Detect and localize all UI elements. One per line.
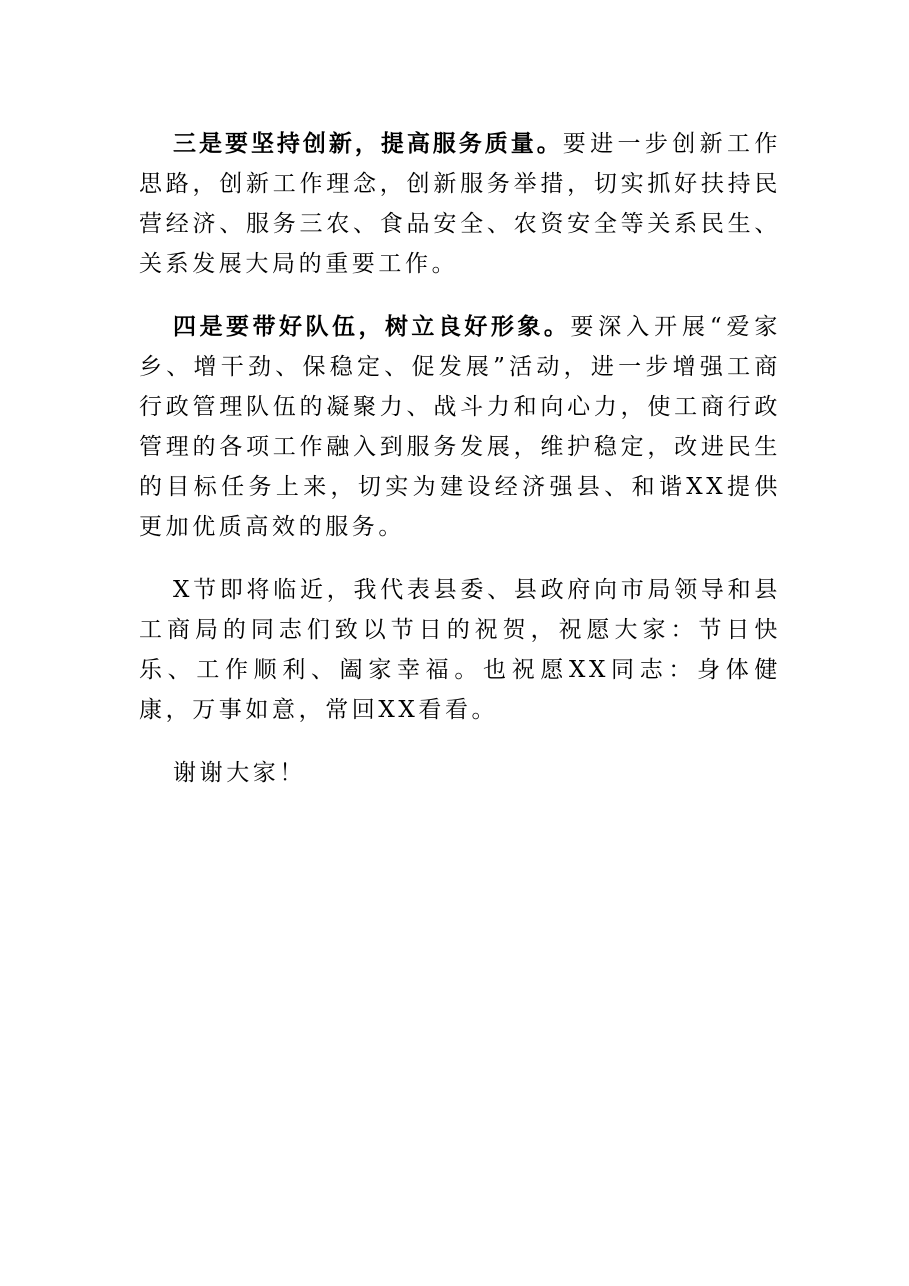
paragraph-text: 要深入开展“爱家乡、增干劲、保稳定、促发展”活动，进一步增强工商行政管理队伍的凝聚力、战斗力和向心力，使工商行政管理的各项工作融入到服务发展，维护稳定，改进民生的目标任务上来，切实为建设经济强县、和谐XX提供更加优质高效的服务。 <box>139 314 781 540</box>
paragraph-text: 谢谢大家！ <box>173 760 306 786</box>
paragraph-team <box>139 307 781 547</box>
paragraph-innovation <box>139 124 781 284</box>
paragraph-greeting <box>139 570 781 730</box>
paragraph-heading: 三是要坚持创新，提高服务质量。 <box>173 131 563 157</box>
document-body <box>139 124 781 816</box>
paragraph-text: 要进一步创新工作思路，创新工作理念，创新服务举措，切实抓好扶持民营经济、服务三农、食品安全、农资安全等关系民生、关系发展大局的重要工作。 <box>139 131 781 277</box>
paragraph-text: X节即将临近，我代表县委、县政府向市局领导和县工商局的同志们致以节日的祝贺，祝愿大家：节日快乐、工作顺利、阖家幸福。也祝愿XX同志：身体健康，万事如意，常回XX看看。 <box>139 577 781 723</box>
paragraph-heading: 四是要带好队伍，树立良好形象。 <box>173 314 571 340</box>
paragraph-thanks <box>139 753 781 793</box>
